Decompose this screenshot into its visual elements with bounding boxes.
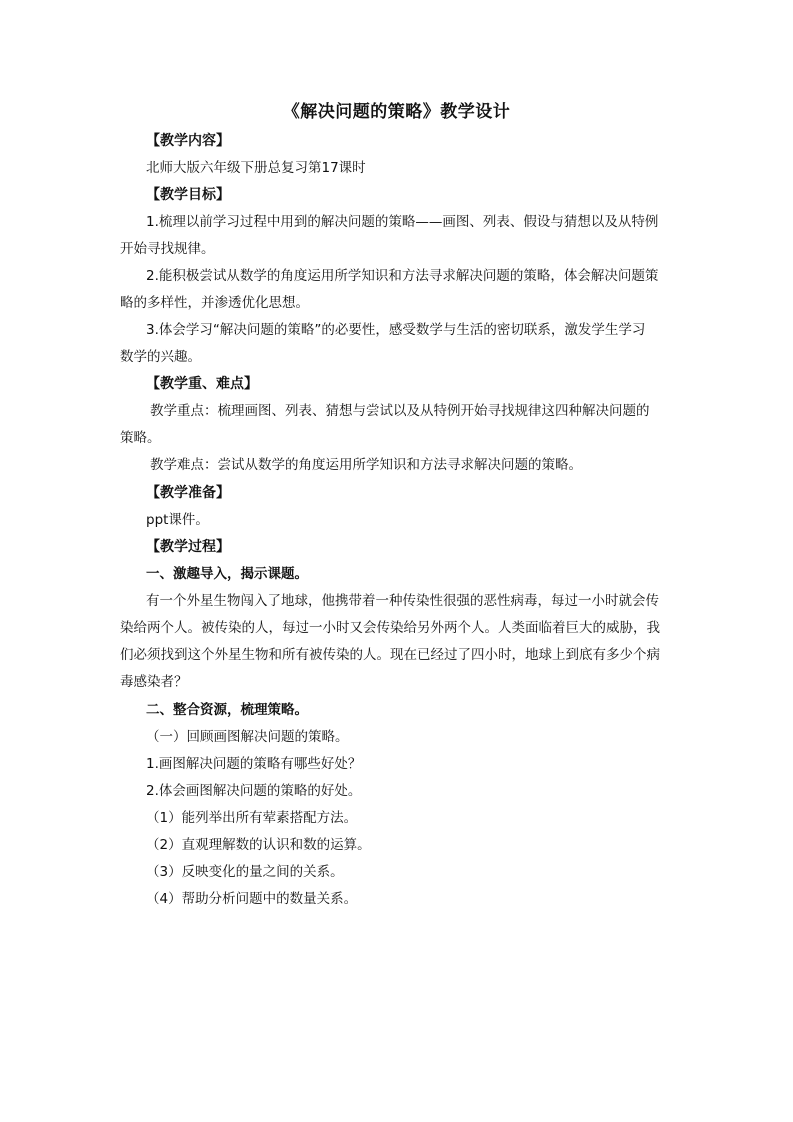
- paragraph-line: 2.能积极尝试从数学的角度运用所学知识和方法寻求解决问题的策略，体会解决问题策: [146, 268, 659, 284]
- paragraph-line: 教学重点：梳理画图、列表、猜想与尝试以及从特例开始寻找规律这四种解决问题的: [150, 403, 650, 419]
- paragraph-line: 数学的兴趣。: [120, 349, 201, 365]
- paragraph-line: 开始寻找规律。: [120, 241, 215, 257]
- paragraph-line: （一）回顾画图解决问题的策略。: [146, 729, 349, 745]
- paragraph-line: 教学难点：尝试从数学的角度运用所学知识和方法寻求解决问题的策略。: [150, 457, 582, 473]
- section-heading-content: 【教学内容】: [146, 133, 230, 149]
- section-heading-objectives: 【教学目标】: [146, 187, 230, 203]
- paragraph-line: （2）直观理解数的认识和数的运算。: [146, 837, 371, 853]
- paragraph-line: 略的多样性，并渗透优化思想。: [120, 295, 309, 311]
- paragraph-line: （4）帮助分析问题中的数量关系。: [146, 891, 358, 907]
- document-title: 《解决问题的策略》教学设计: [282, 102, 511, 122]
- paragraph-line: 1.画图解决问题的策略有哪些好处？: [146, 756, 362, 772]
- paragraph-line: 们必须找到这个外星生物和所有被传染的人。现在已经过了四小时，地球上到底有多少个病: [120, 647, 660, 663]
- subsection-heading: 一、激趣导入，揭示课题。: [146, 566, 308, 582]
- paragraph-line: 毒感染者？: [120, 674, 188, 690]
- paragraph-line: （3）反映变化的量之间的关系。: [146, 864, 344, 880]
- paragraph-line: 2.体会画图解决问题的策略的好处。: [146, 783, 362, 799]
- paragraph-line: 3.体会学习“解决问题的策略”的必要性，感受数学与生活的密切联系，激发学生学习: [146, 322, 646, 338]
- subsection-heading: 二、整合资源，梳理策略。: [146, 702, 308, 718]
- paragraph-line: ppt课件。: [146, 512, 209, 528]
- paragraph-line: 有一个外星生物闯入了地球，他携带着一种传染性很强的恶性病毒，每过一小时就会传: [146, 593, 659, 609]
- paragraph-line: （1）能列举出所有荤素搭配方法。: [146, 810, 358, 826]
- section-heading-preparation: 【教学准备】: [146, 485, 230, 501]
- section-heading-key-points: 【教学重、难点】: [146, 376, 258, 392]
- paragraph-line: 染给两个人。被传染的人，每过一小时又会传染给另外两个人。人类面临着巨大的威胁，我: [120, 620, 660, 636]
- paragraph-line: 策略。: [120, 430, 161, 446]
- paragraph-line: 北师大版六年级下册总复习第17课时: [146, 160, 366, 176]
- section-heading-process: 【教学过程】: [146, 539, 230, 555]
- paragraph-line: 1.梳理以前学习过程中用到的解决问题的策略——画图、列表、假设与猜想以及从特例: [146, 214, 659, 230]
